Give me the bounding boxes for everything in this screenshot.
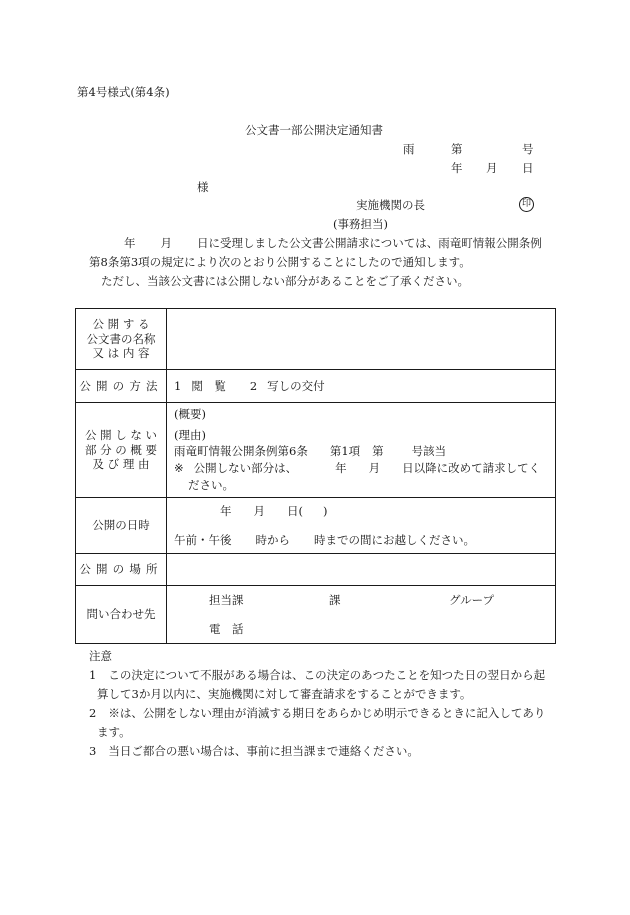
date-fields: 年 月 日( ) (220, 503, 328, 518)
re-request-note-cont: ださい。 (188, 477, 234, 492)
contact-person: (事務担当) (333, 217, 388, 231)
intro-line-3: ただし、当該公文書には公開しない部分があることをご了承ください。 (101, 274, 469, 288)
law-reference: 雨竜町情報公開条例第6条 第1項 第 号該当 (174, 444, 447, 459)
note-1-cont: 算して3か月以内に、実施機関に対して審査請求をすることができます。 (97, 687, 472, 701)
value-place[interactable] (167, 554, 556, 586)
summary-label: (概要) (174, 407, 206, 421)
reason-label: (理由) (174, 427, 206, 442)
value-datetime[interactable] (167, 498, 556, 554)
row-document-name (76, 309, 556, 370)
label-document-name: 公 開 す る 公文書の名称 又 は 内 容 (76, 309, 167, 370)
contact-phone-line: 電 話 (209, 621, 244, 636)
row-undisclosed (76, 403, 556, 498)
label-undisclosed: 公 開 し な い 部 分 の 概 要 及 び 理 由 (76, 403, 167, 498)
disclosure-table (75, 308, 556, 644)
intro-line-1: 年 月 日に受理しました公文書公開請求については、雨竜町情報公開条例 (124, 236, 542, 250)
notes-heading: 注意 (89, 649, 112, 663)
label-contact: 問い合わせ先 (76, 586, 167, 644)
doc-number-suffix: 号 (522, 142, 534, 156)
form-number: 第4号様式(第4条) (77, 85, 170, 99)
seal-mark: 印 (519, 197, 534, 212)
row-place (76, 554, 556, 586)
note-2: 2 ※は、公開をしない理由が消滅する期日をあらかじめ明示できるときに記入してあり (89, 706, 546, 720)
label-method: 公開の方法 (76, 370, 167, 403)
date-month: 月 (486, 161, 498, 175)
note-2-cont: ます。 (97, 725, 131, 739)
method-option-copy[interactable]: 写しの交付 (267, 379, 325, 393)
value-contact[interactable] (167, 586, 556, 644)
row-method (76, 370, 556, 403)
note-1: 1 この決定について不服がある場合は、この決定のあつたことを知つた日の翌日から起 (89, 668, 546, 682)
time-fields: 午前・午後 時から 時までの間にお越しください。 (174, 532, 475, 547)
row-contact (76, 586, 556, 644)
addressee-suffix: 様 (197, 180, 209, 194)
date-day: 日 (522, 161, 534, 175)
label-datetime: 公開の日時 (76, 498, 167, 554)
method-option-view[interactable]: 閲 覧 (191, 379, 226, 393)
doc-number-mid: 第 (451, 142, 463, 156)
value-method: 1 閲 覧 2 写しの交付 (167, 370, 556, 403)
re-request-note: ※ 公開しない部分は、 年 月 日以降に改めて請求してく (174, 461, 541, 476)
date-year: 年 (451, 161, 463, 175)
intro-line-2: 第8条第3項の規定により次のとおり公開することにしたので通知します。 (89, 255, 471, 269)
contact-dept-line: 担当課 課 グループ (209, 592, 495, 607)
row-datetime (76, 498, 556, 554)
doc-number-prefix: 雨 (403, 142, 415, 156)
value-undisclosed[interactable] (167, 403, 556, 498)
value-document-name[interactable] (167, 309, 556, 370)
note-3: 3 当日ご都合の悪い場合は、事前に担当課まで連絡ください。 (89, 744, 419, 758)
document-title: 公文書一部公開決定通知書 (245, 123, 383, 137)
label-place: 公開の場所 (76, 554, 167, 586)
issuer: 実施機関の長 (356, 198, 425, 212)
